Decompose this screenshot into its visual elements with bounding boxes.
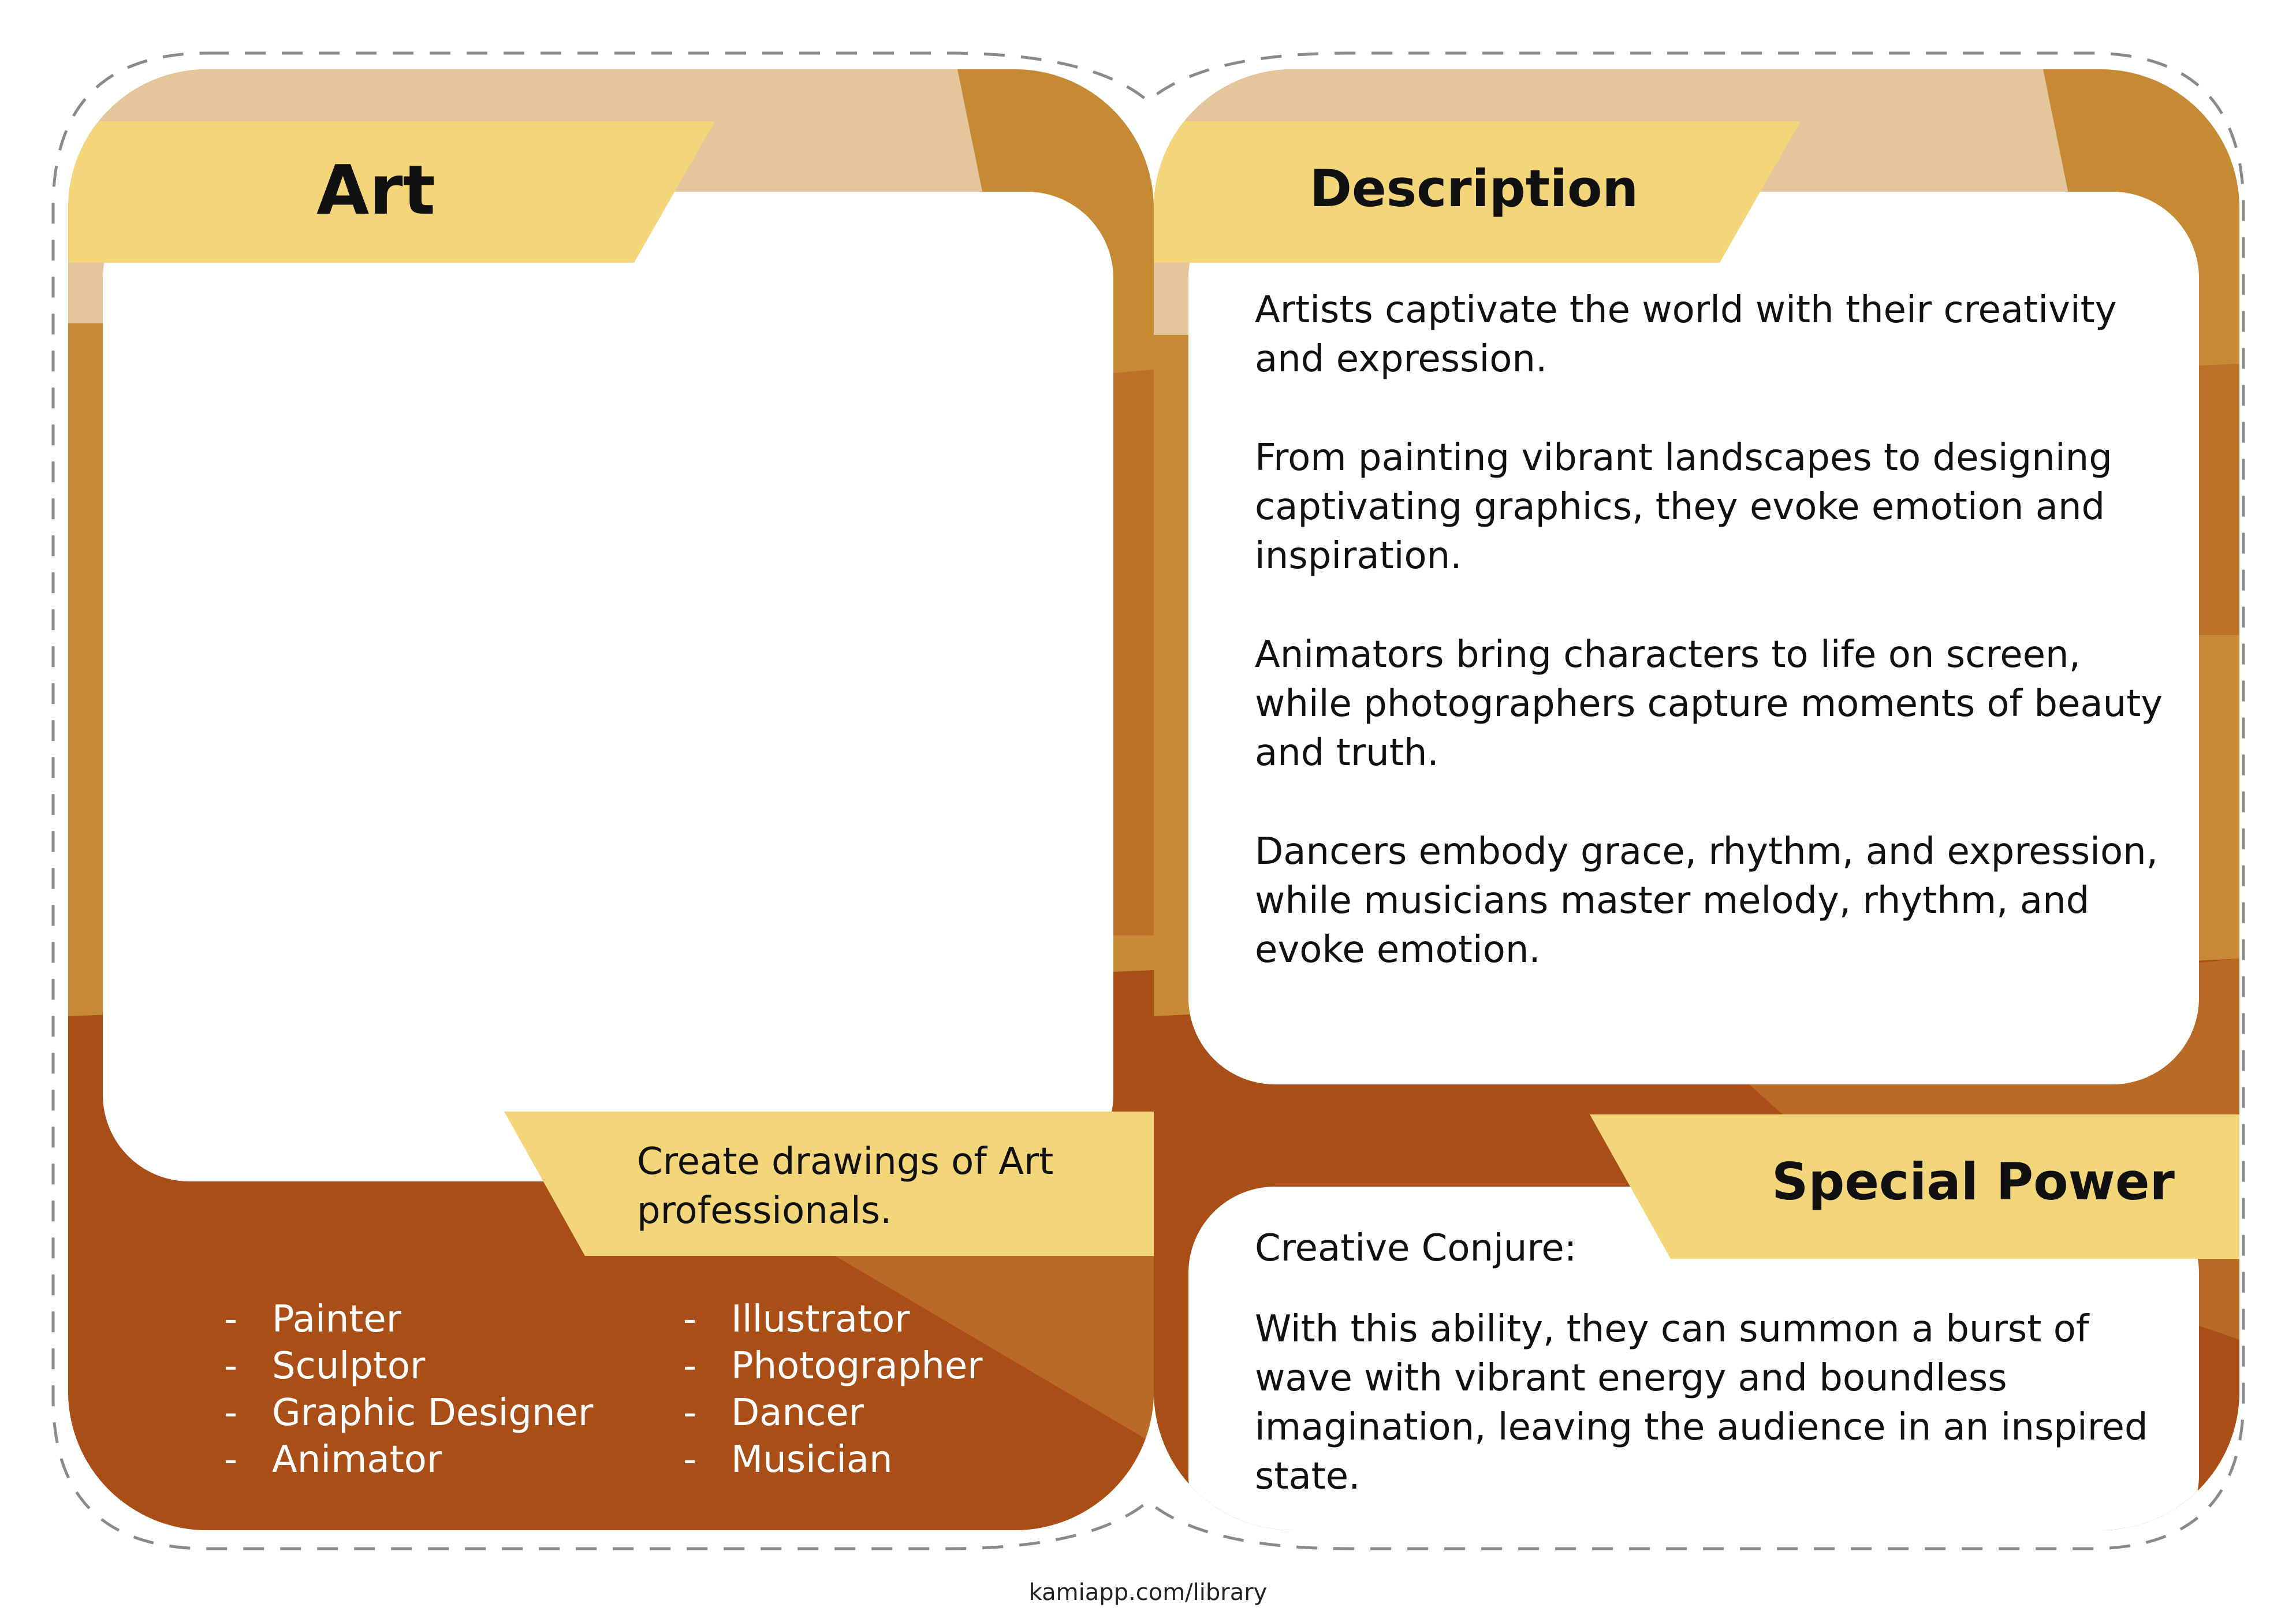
roles-list-column-2 (683, 1296, 983, 1483)
special-power-title: Special Power (1772, 1152, 2175, 1211)
list-item: - Photographer (683, 1345, 983, 1388)
art-image-area (103, 192, 1113, 1181)
roles-list-column-1 (224, 1296, 593, 1483)
art-card (68, 69, 1154, 1530)
description-paragraph: Animators bring characters to life on screen, while photographers capture moments of beauty and truth. (1255, 633, 2163, 774)
description-paragraph: Artists captivate the world with their creativity and expression. (1255, 289, 2117, 381)
special-power-description: With this ability, they can summon a burst of wave with vibrant energy and boundless imagination, leaving the audience in an inspired state. (1255, 1308, 2148, 1498)
list-item: - Painter (224, 1298, 402, 1341)
description-card (1154, 69, 2239, 1530)
description-text (1255, 286, 2167, 1024)
description-paragraph: From painting vibrant landscapes to designing captivating graphics, they evoke emotion and inspiration. (1255, 437, 2112, 577)
description-paragraph: Dancers embody grace, rhythm, and expression, while musicians master melody, rhythm, and evoke emotion. (1255, 830, 2158, 971)
card-title: Art (316, 150, 435, 230)
footer-url: kamiapp.com/library (1028, 1579, 1268, 1606)
list-item: - Graphic Designer (224, 1392, 594, 1434)
special-power-name: Creative Conjure: (1255, 1227, 1577, 1270)
list-item: - Musician (683, 1438, 893, 1481)
list-item: - Animator (224, 1438, 442, 1481)
list-item: - Illustrator (683, 1298, 910, 1341)
list-item: - Dancer (683, 1392, 864, 1434)
task-instruction: Create drawings of Art professionals. (637, 1140, 1054, 1232)
list-item: - Sculptor (224, 1345, 426, 1388)
description-title: Description (1310, 159, 1639, 218)
